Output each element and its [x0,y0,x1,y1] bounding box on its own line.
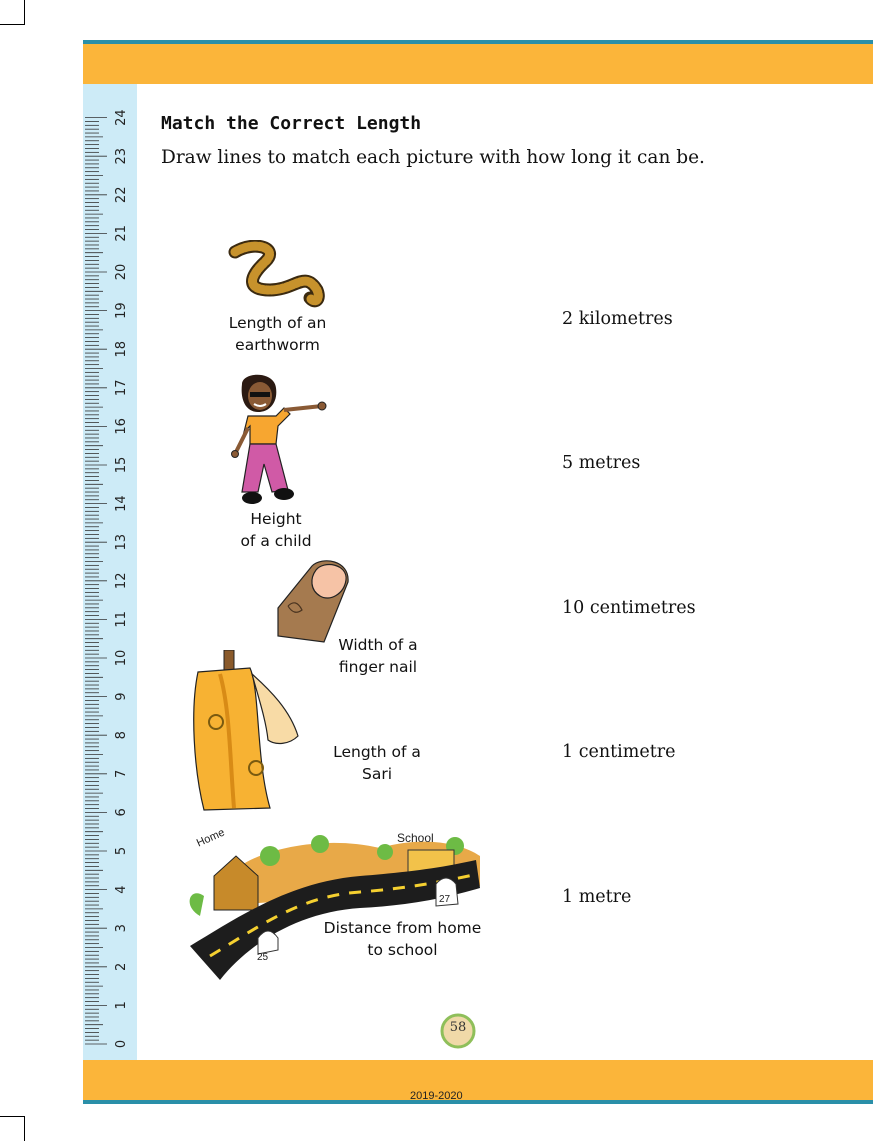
ruler-number: 17 [114,379,129,397]
milestone-start: 25 [257,952,269,963]
footer-year: 2019-2020 [410,1090,463,1102]
ruler-number: 7 [114,769,129,778]
ruler-number: 11 [114,611,129,628]
ruler-scale [83,84,137,1060]
distance-label-line1: Distance from home [323,919,482,937]
earthworm-label [220,312,335,356]
distance-label-line2: to school [367,941,438,959]
child-label [220,508,332,552]
option-5-metres: 5 metres [562,453,641,473]
earthworm-label-line1: Length of an [228,314,327,332]
page-title: Match the Correct Length [161,113,422,134]
ruler-number: 19 [114,302,129,319]
instruction-text: Draw lines to match each picture with how long it can be. [161,147,705,168]
ruler-number: 5 [114,846,129,856]
fingernail-label [322,634,434,678]
option-1-centimetre: 1 centimetre [562,742,676,762]
ruler-number: 2 [114,962,129,971]
crop-mark-bottom-left [0,1116,25,1141]
sari-label [322,741,432,785]
ruler-number: 16 [114,418,129,435]
ruler-number: 22 [114,186,129,204]
finger-icon [272,558,354,646]
ruler-number: 18 [114,340,129,358]
fingernail-label-line2: finger nail [338,658,418,676]
earthworm-label-line2: earthworm [235,336,320,354]
option-10-centimetres: 10 centimetres [562,598,696,618]
ruler-number: 23 [114,147,129,165]
distance-label [320,917,485,961]
side-ruler [83,84,137,1060]
ruler-number: 21 [114,225,129,242]
option-1-metre: 1 metre [562,887,632,907]
option-2-kilometres: 2 kilometres [562,309,673,329]
ruler-number: 24 [114,109,129,126]
header-band [83,40,873,84]
school-sign: School [397,831,434,845]
ruler-number: 10 [114,649,129,667]
home-sign: Home [194,826,227,850]
ruler-number: 15 [114,456,129,474]
earthworm-icon [225,240,325,308]
milestone-end: 27 [439,894,451,905]
footer-band [83,1060,873,1104]
sari-label-line2: Sari [361,765,393,783]
ruler-number: 13 [114,533,129,551]
fingernail-label-line1: Width of a [338,636,418,654]
ruler-number: 9 [114,692,129,701]
sari-icon [190,650,300,812]
ruler-number: 6 [114,808,129,817]
crop-mark-top-left [0,0,25,25]
ruler-number: 12 [114,572,129,590]
ruler-number: 8 [114,731,129,740]
ruler-number: 4 [114,885,129,894]
page-number: 58 [449,1020,467,1035]
child-label-line1: Height [250,510,302,528]
child-icon [228,372,328,507]
page-number-badge [438,1010,478,1050]
ruler-number: 3 [114,924,129,933]
sari-label-line1: Length of a [333,743,421,761]
ruler-number: 1 [114,1001,129,1010]
ruler-number: 20 [114,263,129,281]
ruler-number: 14 [114,495,129,512]
ruler-number: 0 [114,1039,129,1049]
child-label-line2: of a child [240,532,312,550]
